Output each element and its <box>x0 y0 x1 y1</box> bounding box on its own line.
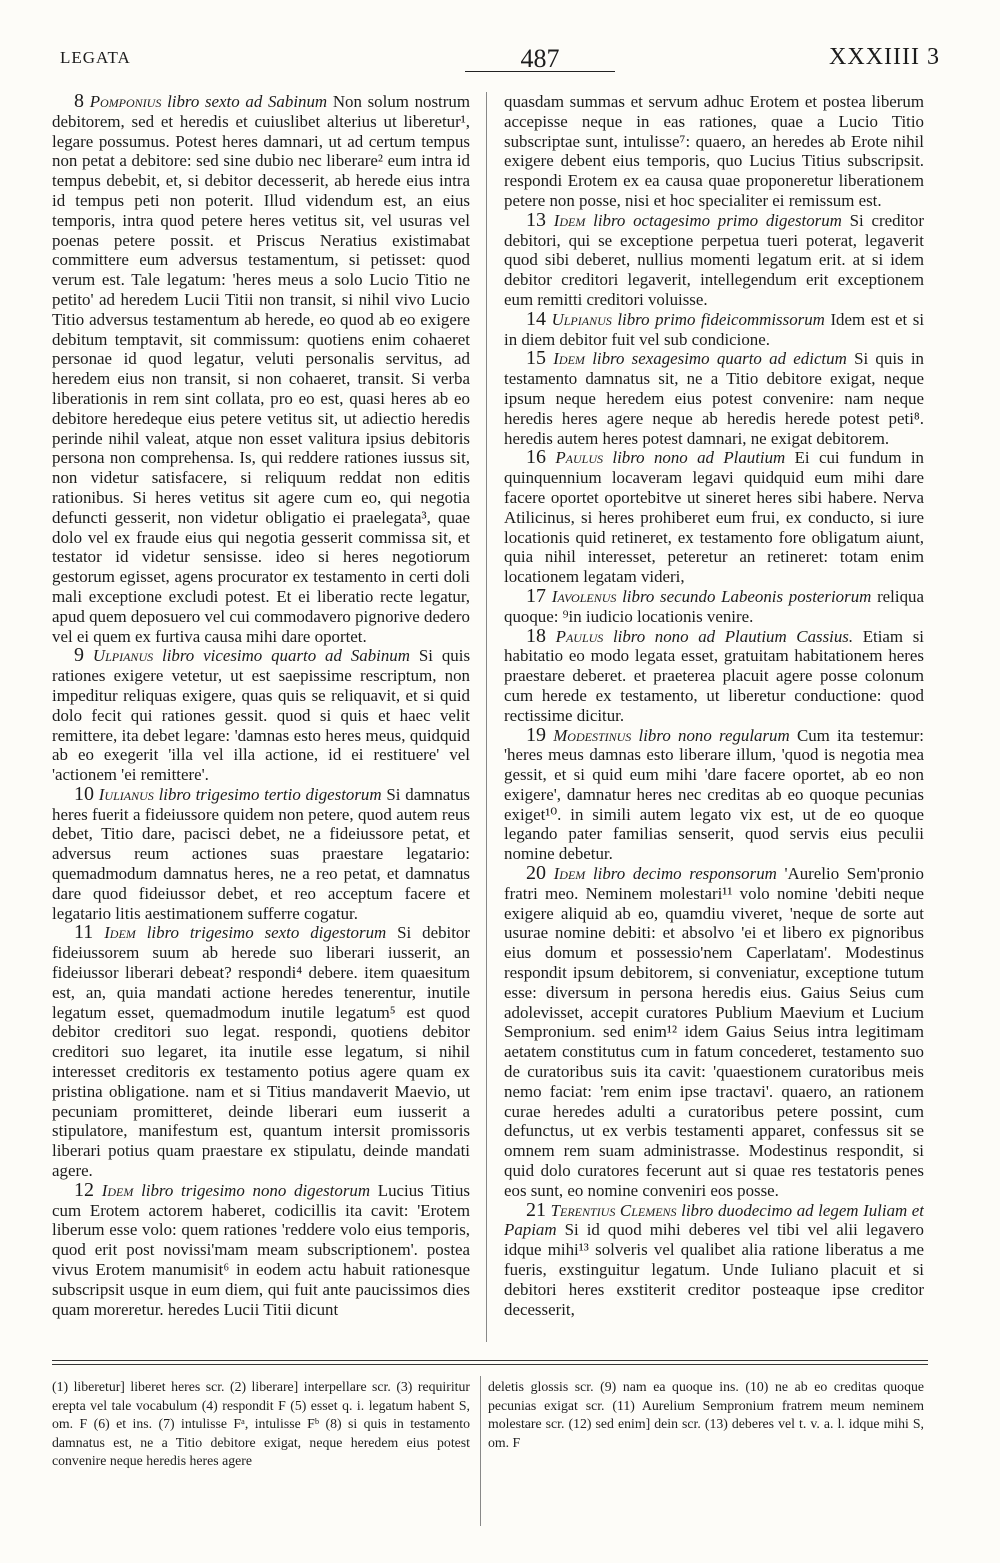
fragment-number: 18 <box>526 624 546 647</box>
fragment-10 <box>52 782 470 924</box>
footnote-rule-secondary <box>52 1364 928 1365</box>
footnote-rule <box>52 1360 928 1361</box>
fragment-number: 16 <box>526 446 546 469</box>
fragment-work: libro nono ad Plautium Cassius. <box>612 626 854 646</box>
fragment-work: libro trigesimo nono digestorum <box>141 1180 371 1200</box>
footnotes-left <box>52 1378 470 1528</box>
fragment-number: 9 <box>74 644 84 667</box>
fragment-author: Paulus <box>555 626 604 646</box>
page-number-rule <box>465 71 615 72</box>
fragment-12 <box>52 1178 470 1320</box>
fragment-author: Idem <box>553 864 586 884</box>
fragment-11 <box>52 923 470 1180</box>
fragment-number: 17 <box>526 584 546 607</box>
fragment-number: 19 <box>526 723 546 746</box>
fragment-text: Si creditor debitori, qui se exceptione perpetua tueri poterat, legaverit quod sibi deberet, nullius momenti legatum erit. at si idem debitor creditori legaverit, intellegendum erit exceptionem eum remitti creditori voluisse. <box>504 210 924 309</box>
fragment-8 <box>52 92 470 646</box>
header-section: XXXIIII 3 <box>829 44 940 70</box>
fragment-20 <box>504 864 924 1201</box>
fragment-17 <box>504 584 924 627</box>
fragment-text: Non solum nostrum debitorem, sed et heredis et cuiuslibet alterius ut liberetur¹, legare possumus. Potest heres damnari, ut ad certum tempus non petat a debitore: sed sine dubio nec liberare² eum intra id tempus debebit, et, si debitor decesserit, ab herede eius intra id tempus peti non poterit. Illud videndum est, an eius temporis, intra quod petere heres vetitus sit, vel usuras vel poenas petere possit. et Priscus Neratius existimabat committere eum adversus testamentum, si petisset: quod verum est. Tale legatum: 'heres meus a solo Lucio Titio ne petito' ad heredem Lucii Titii non transit, si nihil vivo Lucio Titio adversus testamentum ab herede, eo quod ab eo exigere debitum temptavit, sit commissum: quotiens enim cohaeret personae id quod legatur, veluti personalis servitus, ad heredem eius non transit, si non cohaeret, transit. Si verba liberationis in rem sint collata, pro eo est, quasi heres ab eo debitore heredeque eius petere vetitus sit, ut adiectio heredis perinde nihil valeat, atque non esset valitura ipsius debitoris persona non comprehensa. Is, qui reddere rationes iussus sit, non videtur satisfacere, si reliquum reddat non editis rationibus. Si heres vetitus sit agere cum eo, qui negotia defuncti gesserit, non videtur obligatio ei praelegata³, quae dolo vel ex fraude eius qui negotia gesserit commissa sit, et testator id videtur sensisse. ideo si heres negotiorum gestorum egisset, agens procurator ex testamento in certi doli mali exceptione excludi potest. Et ei liberatio recte legatur, apud quem deposuero vel cui commodavero pignorive dedero vel ei quem ex furtiva causa mihi dare oportet. <box>52 92 470 646</box>
running-header <box>60 44 940 84</box>
fragment-text: Cum ita testemur: 'heres meus damnas esto liberare illum, 'quod is negotia mea gessit, et si quid eum mihi 'dare facere oportet, ab eo non exigere', damnatur heres nec creditas ab eo quoque pecunias exiget¹⁰. in simili autem legato vix est, ut de eo quoque legando pater familias senserit, quod servis eius peculii nomine debetur. <box>504 725 924 864</box>
fragment-text: Idem est et si in diem debitor fuit vel sub condicione. <box>504 309 924 349</box>
fragment-work: libro primo fideicommissorum <box>617 309 825 329</box>
fragment-work: libro sexto ad Sabinum <box>167 92 328 111</box>
footnotes-right <box>488 1378 924 1528</box>
fragment-text: Si damnatus heres fuerit a fideiussore quidem non petere, quod autem reus debet, Titio dare, pacisci debet, ne a fideiussore petat, et adversus reum actiones suas praestare legatario: quemadmodum damnatus heres, ne a reo petat, et damnatus dare quod fideiussor debet, et reo acceptum facere et legatario litis aestimationem sufferre cogatur. <box>52 784 470 923</box>
fragment-number: 10 <box>74 782 94 805</box>
fragment-author: Ulpianus <box>551 309 612 329</box>
fragment-text: Si id quod mihi deberes vel tibi vel alii legavero idque mihi¹³ solveris vel qualibet alia ratione liberatus a me fueris, exstinguitur legatum. Unde Iuliano placuit et si debitori heres exstiterit creditor posteaque ipse creditor decesserit, <box>504 1220 924 1319</box>
fragment-text: reliqua quoque: ⁹in iudicio locationis venire. <box>504 586 924 626</box>
footnote-text: deletis glossis scr. (9) nam ea quoque ins. (10) ne ab eo creditas quoque pecunias exigat scr. (11) Aurelium Sempronium fratrem meum neminem molestare scr. (12) sed enim] dein scr. (13) deberes vel t. v. a. l. idque mihi S, om. F <box>488 1379 924 1450</box>
fragment-18 <box>504 624 924 726</box>
fragment-number: 20 <box>526 862 546 885</box>
fragment-number: 8 <box>74 92 84 112</box>
fragment-author: Idem <box>553 349 585 369</box>
fragment-work: libro nono ad Plautium <box>612 448 786 468</box>
fragment-author: Idem <box>104 923 136 943</box>
fragment-author: Iavolenus <box>551 586 617 606</box>
fragment-work: libro decimo responsorum <box>592 864 777 884</box>
header-title: LEGATA <box>60 48 131 67</box>
fragment-9 <box>52 646 470 785</box>
fragment-author: Idem <box>101 1180 134 1200</box>
fragment-15 <box>504 349 924 448</box>
fragment-13 <box>504 208 924 310</box>
fragment-text: Si debitor fideiussorem suum ab herede suo liberari iusserit, an fideiussor liberari debeat? respondi⁴ debere. item quaesitum est, an, quia mandati actione heredes tenerentur, inutile legatum esset, quemadmodum inutile legatum⁵ est quod debitor creditori suo legat. respondi, quotiens debitor creditori suo legaret, ita inutile esse legatum, si nihil interesset creditoris ex testamento potius agere quam ex pristina obligatione. nam et si Titius mandaverit Maevio, ut pecuniam promitteret, deinde liberari eum iusserit a stipulatore, manifestum est, quantum intersit promissoris liberari potius quam praestare ex stipulatu, deinde mandati agere. <box>52 923 470 1181</box>
fragment-text: 'Aurelio Sem'pronio fratri meo. Neminem molestari¹¹ volo nomine 'debiti neque exigere aliquid ab eo, quamdiu viveret, 'neque de sorte aut usurae nomine debiti: et absolvo 'ei et libero ex pignoribus eius domum et possessio'nem Caperlatam'. Modestinus respondit ipsum debitorem, si conveniatur, exceptione tutum esse: diversum in persona heredis eius. Gaius Seius cum adolevisset, accepit curatores Publium Maevium et Lucium Sempronium. sed enim¹² idem Gaius Seius intra legitimam aetatem constitutus cum in fatum concederet, testamento suo de curatoribus suis ita cavit: 'quaestionem curatoribus meis nemo faciat: 'rem enim ipse tractavi'. quaero, an rationem curae heredes adulti a curatoribus petere possint, cum defunctus, ut ex verbis testamenti apparet, confessus sit se omnem rem suam administrasse. Modestinus respondit, si quid dolo curatores fecerunt aut si quae res testatoris penes eos sunt, eo nomine conveniri eos posse. <box>504 864 924 1200</box>
fragment-work: libro nono regularum <box>638 725 790 745</box>
fragment-author: Iulianus <box>98 784 154 804</box>
fragment-work: libro duodecimo ad legem Iuliam et Papiam <box>504 1200 924 1240</box>
fragment-number: 15 <box>526 347 546 370</box>
fragment-19 <box>504 723 924 865</box>
fragment-text: Etiam si habitatio eo modo legata esset, gratuitam habitationem heres praestare deberet. et praeterea placuit agere posse colonum cum herede ex testamento, ut liberetur conductione: quod rectissime dicitur. <box>504 626 924 725</box>
fragment-author: Idem <box>553 210 586 230</box>
fragment-author: Pomponius <box>89 92 162 111</box>
fragment-work: libro trigesimo tertio digestorum <box>158 784 382 804</box>
right-column <box>504 92 924 1342</box>
fragment-author: Ulpianus <box>92 646 154 666</box>
footnote-text: (1) liberetur] liberet heres scr. (2) liberare] interpellare scr. (3) requiritur erepta vel tale vocabulum (4) respondit F (5) esset q. i. legatum habent S, om. F (6) et ins. (7) intulisse Fᵃ, intulisse Fᵇ (8) si quis in testamento damnatus est, ne a Titio debitore exigat, neque heredem eius potest convenire neque heredis heres agere <box>52 1379 470 1468</box>
fragment-work: libro sexagesimo quarto ad edictum <box>592 349 847 369</box>
fragment-text: Lucius Titius cum Erotem actorem haberet, codicillis ita cavit: 'Erotem liberum esse volo: quem rationes 'reddere volo eius temporis, quod erit post novissi'mam meam subscriptionem'. postea vivus Erotem manumisit⁶ in eodem actu habuit rationesque subscripsit usque in eum diem, qui fuit ante paucissimos dies quam moreretur. heredes Lucii Titii dicunt <box>52 1180 470 1319</box>
fragment-text: quasdam summas et servum adhuc Erotem et postea liberum accepisse neque in eas rationes, quae a Lucio Titio subscriptae sunt, intulisse⁷: quaero, an heredes ab Erote nihil exigere debent eius temporis, quo Lucius Titius subscripsit. respondi Erotem ex ea causa quae proponeretur liberationem petere non posse, nisi et hoc specialiter ei remissum est. <box>504 92 924 210</box>
fragment-author: Modestinus <box>553 725 632 745</box>
fragment-21 <box>504 1198 924 1320</box>
column-divider <box>486 92 487 1342</box>
fragment-work: libro vicesimo quarto ad Sabinum <box>162 646 410 666</box>
fragment-work: libro secundo Labeonis posteriorum <box>622 586 872 606</box>
fragment-12-continued <box>504 92 924 211</box>
fragment-16 <box>504 448 924 587</box>
fragment-number: 13 <box>526 208 546 231</box>
page-number: 487 <box>520 44 560 73</box>
left-column <box>52 92 470 1342</box>
fragment-author: Paulus <box>555 448 604 468</box>
fragment-text: Si quis in testamento damnatus sit, ne a Titio debitore exigat, neque ipsum neque heredem eius potest convenire: nam neque heredis heres agere neque ab heredis herede potest peti⁸. heredis autem heres potest damnari, ne exigat debitorem. <box>504 349 924 448</box>
fragment-number: 21 <box>526 1198 546 1221</box>
fragment-author: Terentius Clemens <box>550 1200 677 1220</box>
fragment-text: Si quis rationes exigere vetetur, ut est saepissime rescriptum, non impeditur reliquas exigere, quas quis se reliquavit, et si quid dolo fecit qui rationes gessit. quod si quis et haec velit remittere, ita debet legare: 'damnas esto heres meus, quidquid ab eo exegerit 'illa vel illa actione, id ei restituere' vel 'actionem 'ei remittere'. <box>52 646 470 785</box>
fragment-number: 11 <box>74 921 94 944</box>
fragment-number: 12 <box>74 1178 94 1201</box>
footnote-divider <box>480 1376 481 1526</box>
fragment-text: Ei cui fundum in quinquennium locaveram legavi quidquid eum mihi dare facere oportet oportebitve ut sineret heres sibi habere. Nerva Atilicinus, si heres prohiberet eum frui, ex conducto, si iure locationis quid retineret, ex testamento fore obligatum aiunt, quia nihil interesset, peteretur an retineret: totam enim locationem legatam videri, <box>504 448 924 587</box>
fragment-14 <box>504 307 924 350</box>
fragment-work: libro octagesimo primo digestorum <box>593 210 842 230</box>
fragment-number: 14 <box>526 307 546 330</box>
fragment-work: libro trigesimo sexto digestorum <box>146 923 387 943</box>
